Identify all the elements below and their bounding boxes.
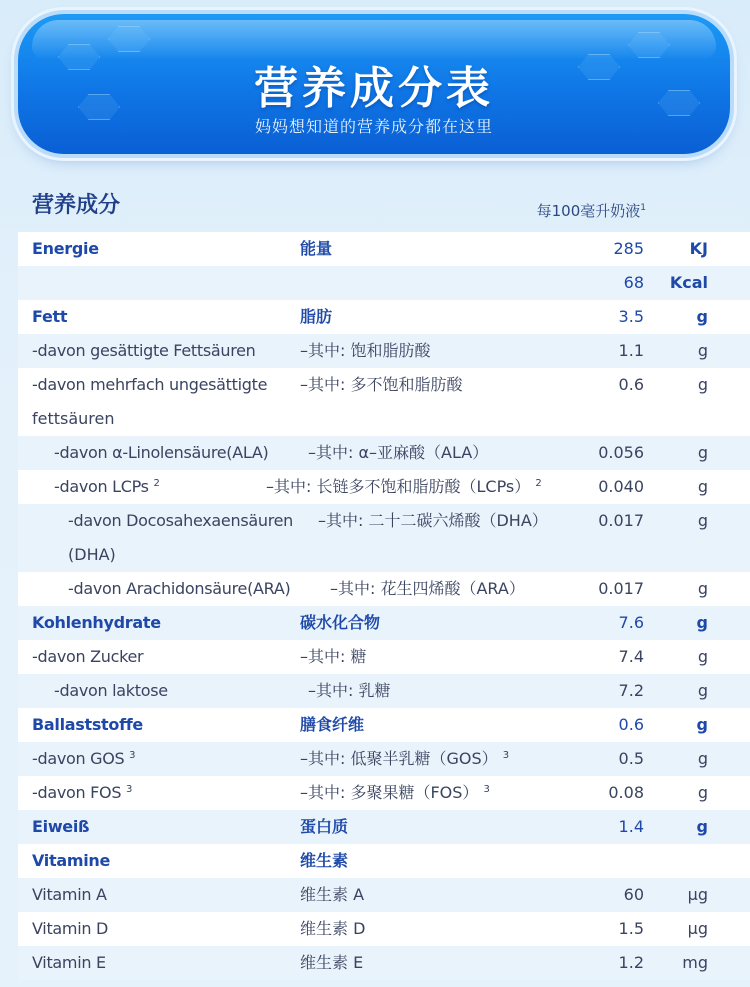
row-unit: mg <box>682 953 708 972</box>
row-label-zh: 能量 <box>300 239 333 258</box>
table-row <box>18 844 750 878</box>
row-value: 0.6 <box>618 715 644 734</box>
row-label-de: -davon laktose <box>54 681 168 700</box>
table-title: 营养成分 <box>32 193 121 218</box>
row-unit: g <box>697 443 708 462</box>
row-value: 7.6 <box>618 613 644 632</box>
row-label-de: -davon FOS $^3$ <box>32 783 133 802</box>
row-label-de: -davon Docosahexaensäuren <box>68 511 294 530</box>
nutrition-table <box>18 170 750 987</box>
table-row <box>18 946 750 980</box>
row-value: 3.5 <box>618 307 644 326</box>
table-row <box>18 266 750 300</box>
table-row <box>18 708 750 742</box>
row-value: 7.2 <box>618 681 644 700</box>
row-value: 1.4 <box>618 817 644 836</box>
row-label-zh: –其中: 低聚半乳糖（GOS） $^3$ <box>300 749 510 768</box>
row-label-de: Eiweiß <box>32 817 90 836</box>
row-label-zh: 蛋白质 <box>300 817 349 836</box>
row-label-de: -davon GOS $^3$ <box>32 749 136 768</box>
row-label-zh: –其中: 二十二碳六烯酸（DHA） <box>318 511 548 530</box>
row-label-de: Kohlenhydrate <box>32 613 161 632</box>
table-row <box>18 334 750 368</box>
row-unit: g <box>697 579 708 598</box>
row-label-de: Ballaststoffe <box>32 715 143 734</box>
row-unit: g <box>697 681 708 700</box>
table-row <box>18 674 750 708</box>
row-label-de: Fett <box>32 307 68 326</box>
row-label-de-continued: fettsäuren <box>32 409 115 428</box>
row-value: 0.5 <box>618 749 644 768</box>
table-row <box>18 368 750 436</box>
table-row <box>18 300 750 334</box>
row-value: 0.040 <box>598 477 644 496</box>
table-row <box>18 436 750 470</box>
table-header <box>18 170 750 232</box>
row-label-zh: 脂肪 <box>300 307 333 326</box>
row-unit: g <box>696 715 708 734</box>
row-value: 60 <box>623 885 644 904</box>
row-value: 0.017 <box>598 579 644 598</box>
row-value: 1.1 <box>618 341 644 360</box>
hexagon-decoration <box>108 26 150 52</box>
row-value: 7.4 <box>618 647 644 666</box>
table-row <box>18 878 750 912</box>
row-label-zh: –其中: 长链多不饱和脂肪酸（LCPs） $^2$ <box>266 477 542 496</box>
row-label-de: -davon α-Linolensäure(ALA) <box>54 443 269 462</box>
row-unit: g <box>697 375 708 394</box>
row-value: 285 <box>613 239 644 258</box>
table-row <box>18 640 750 674</box>
row-label-de: Vitamin E <box>32 953 106 972</box>
table-row <box>18 232 750 266</box>
row-label-zh: 维生素 A <box>300 885 365 904</box>
row-label-de: Vitamin D <box>32 919 108 938</box>
row-value: 1.2 <box>618 953 644 972</box>
row-value: 1.5 <box>618 919 644 938</box>
banner-title: 营养成分表 <box>254 63 494 114</box>
table-row <box>18 606 750 640</box>
row-label-de: Vitamine <box>32 851 111 870</box>
table-row <box>18 504 750 572</box>
row-label-zh: –其中: 饱和脂肪酸 <box>300 341 431 360</box>
row-label-zh: –其中: 花生四烯酸（ARA） <box>330 579 525 598</box>
row-unit: g <box>696 613 708 632</box>
row-label-de: -davon Arachidonsäure(ARA) <box>68 579 291 598</box>
table-row <box>18 742 750 776</box>
row-label-zh: 维生素 <box>300 851 349 870</box>
row-unit: g <box>696 307 708 326</box>
row-label-zh: –其中: 多聚果糖（FOS） $^3$ <box>300 783 490 802</box>
row-unit: g <box>697 749 708 768</box>
row-label-de: -davon LCPs $^2$ <box>54 477 160 496</box>
row-label-de-continued: (DHA) <box>68 545 116 564</box>
row-value: 68 <box>623 273 644 292</box>
row-unit: g <box>697 647 708 666</box>
table-row <box>18 572 750 606</box>
row-value: 0.056 <box>598 443 644 462</box>
table-row <box>18 470 750 504</box>
row-label-de: -davon mehrfach ungesättigte <box>32 375 268 394</box>
row-label-zh: –其中: 乳糖 <box>308 681 391 700</box>
row-label-zh: 维生素 E <box>300 953 364 972</box>
row-label-zh: –其中: 糖 <box>300 647 367 666</box>
row-label-zh: 膳食纤维 <box>300 715 365 734</box>
row-unit: g <box>696 817 708 836</box>
row-value: 0.6 <box>618 375 644 394</box>
row-unit: g <box>697 783 708 802</box>
row-label-de: Energie <box>32 239 99 258</box>
row-unit: μg <box>687 885 708 904</box>
row-label-de: Vitamin A <box>32 885 107 904</box>
table-unit-label: 每100毫升奶液$^1$ <box>536 202 646 220</box>
row-unit: μg <box>687 919 708 938</box>
row-value: 0.017 <box>598 511 644 530</box>
row-unit: Kcal <box>669 273 708 292</box>
row-label-zh: –其中: 多不饱和脂肪酸 <box>300 375 463 394</box>
banner-subtitle: 妈妈想知道的营养成分都在这里 <box>254 117 493 136</box>
row-unit: g <box>697 341 708 360</box>
table-row <box>18 810 750 844</box>
row-label-de: -davon gesättigte Fettsäuren <box>32 341 256 360</box>
row-unit: g <box>697 511 708 530</box>
row-unit: g <box>697 477 708 496</box>
header-banner <box>18 14 730 154</box>
row-unit: KJ <box>689 239 708 258</box>
table-row <box>18 912 750 946</box>
row-label-de: -davon Zucker <box>32 647 144 666</box>
row-label-zh: 碳水化合物 <box>300 613 381 632</box>
row-label-zh: 维生素 D <box>300 919 366 938</box>
row-label-zh: –其中: α–亚麻酸（ALA） <box>308 443 489 462</box>
row-value: 0.08 <box>608 783 644 802</box>
table-row <box>18 776 750 810</box>
